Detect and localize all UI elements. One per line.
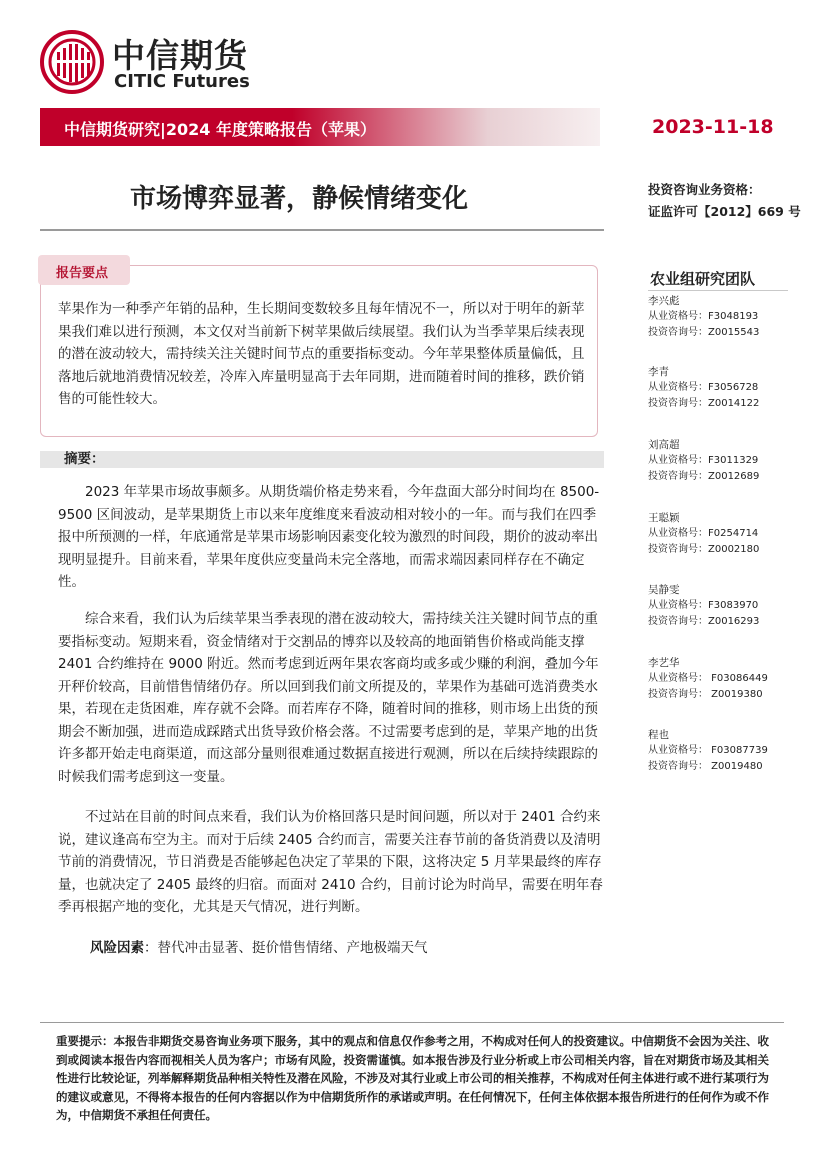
team-member <box>648 364 798 412</box>
member-advisory-id: 投资咨询号：Z0016293 <box>648 616 760 627</box>
member-practice-id: 从业资格号： F03087739 <box>648 745 768 756</box>
member-practice-id: 从业资格号：F0254714 <box>648 528 759 539</box>
member-advisory-id: 投资咨询号：Z0014122 <box>648 398 760 409</box>
risk-factors <box>90 936 428 956</box>
report-series-title: 中信期货研究|2024 年度策略报告（苹果） <box>64 120 376 139</box>
highlights-text: 苹果作为一种季产年销的品种，生长期间变数较多且每年情况不一，所以对于明年的新苹果我们难以进行预测，本文仅对当前新下树苹果做后续展望。我们认为当季苹果后续表现的潜在波动较大，需持续关注关键时间节点的重要指标变动。今年苹果整体质量偏低，且落地后就地消费情况较差，冷库入库量明显高于去年同期，进而随着时间的推移，跌价销售的可能性较大。 <box>58 301 585 407</box>
summary-header-bar <box>40 451 604 468</box>
team-title: 农业组研究团队 <box>650 270 756 288</box>
member-name: 李兴彪 <box>648 295 680 307</box>
member-advisory-id: 投资咨询号：Z0002180 <box>648 544 760 555</box>
member-name: 刘高超 <box>648 439 680 451</box>
member-name: 程也 <box>648 729 669 741</box>
title-divider <box>40 229 604 231</box>
credential-line-2: 证监许可【2012】669 号 <box>648 204 801 219</box>
team-member <box>648 293 798 341</box>
summary-paragraph: 综合来看，我们认为后续苹果当季表现的潜在波动较大，需持续关注关键时间节点的重要指标变动。短期来看，资金情绪对于交割品的博弈以及较高的地面销售价格或尚能支撑 2401 合约维持在 9000 附近。然而考虑到近两年果农客商均或多或少赚的利润，叠加今年开秤价较高，目前惜售情绪仍存。所以回到我们前文所提及的，苹果作为基础可选消费类水果，若现在走货困难，库存就不会降。而若库存不降，随着时间的推移，则市场上出货的预期会不断加强，进而造成踩踏式出货导致价格会落。不过需要考虑到的是，苹果产地的出货许多都开始走电商渠道，而这部分量则很难通过数据直接进行观测，所以在后续持续跟踪的时候我们需考虑到这一变量。 <box>58 611 599 785</box>
report-date: 2023-11-18 <box>652 116 774 138</box>
citic-logo-icon <box>40 30 104 94</box>
member-name: 李青 <box>648 366 669 378</box>
summary-label: 摘要： <box>64 451 105 467</box>
member-practice-id: 从业资格号：F3048193 <box>648 311 759 322</box>
risk-label: 风险因素 <box>90 940 144 956</box>
summary-paragraph: 2023 年苹果市场故事颇多。从期货端价格走势来看，今年盘面大部分时间均在 8500-9500 区间波动，是苹果期货上市以来年度维度来看波动相对较小的一年。而与我们在四季报中所预测的一样，年底通常是苹果市场影响因素变化较为激烈的时间段，期价的波动率出现明显提升。目前来看，苹果年度供应变量尚未完全落地，而需求端因素同样存在不确定性。 <box>58 484 600 590</box>
highlights-label: 报告要点 <box>56 266 109 281</box>
team-member <box>648 437 798 485</box>
member-advisory-id: 投资咨询号：Z0015543 <box>648 327 760 338</box>
member-advisory-id: 投资咨询号： Z0019480 <box>648 761 763 772</box>
member-name: 王聪颖 <box>648 512 680 524</box>
summary-paragraph: 不过站在目前的时间点来看，我们认为价格回落只是时间问题，所以对于 2401 合约来说，建议逢高布空为主。而对于后续 2405 合约而言，需要关注春节前的备货消费以及清明节前的消费情况，节日消费是否能够起色决定了苹果的下限，这将决定 5 月苹果最终的库存量，也就决定了 2405 最终的归宿。而面对 2410 合约，目前讨论为时尚早，需要在明年春季再根据产地的变化，尤其是天气情况，进行判断。 <box>58 809 603 915</box>
page-title: 市场博弈显著，静候情绪变化 <box>130 184 469 214</box>
team-member <box>648 510 798 558</box>
team-divider <box>648 290 788 291</box>
team-member <box>648 582 798 630</box>
disclaimer-divider <box>40 1022 784 1023</box>
member-practice-id: 从业资格号： F03086449 <box>648 673 768 684</box>
credential-line-1: 投资咨询业务资格： <box>648 182 761 197</box>
member-practice-id: 从业资格号：F3056728 <box>648 382 759 393</box>
member-name: 李艺华 <box>648 657 680 669</box>
member-advisory-id: 投资咨询号： Z0019380 <box>648 689 763 700</box>
brand-name-en: CITIC Futures <box>114 71 250 92</box>
disclaimer-text: 重要提示：本报告非期货交易咨询业务项下服务，其中的观点和信息仅作参考之用，不构成对任何人的投资建议。中信期货不会因为关注、收到或阅读本报告内容而视相关人员为客户；市场有风险，投资需谨慎。如本报告涉及行业分析或上市公司相关内容，旨在对期货市场及其相关性进行比较论证，列举解释期货品种相关特性及潜在风险，不涉及对其行业或上市公司的相关推荐，不构成对任何主体进行或不进行某项行为的建议或意见，不得将本报告的任何内容据以作为中信期货所作的承诺或声明。在任何情况下，任何主体依据本报告所进行的任何作为或不作为，中信期货不承担任何责任。 <box>56 1034 769 1122</box>
member-name: 吴静雯 <box>648 584 680 596</box>
member-advisory-id: 投资咨询号：Z0012689 <box>648 471 760 482</box>
risk-text: ：替代冲击显著、挺价惜售情绪、产地极端天气 <box>144 940 428 956</box>
team-member <box>648 655 798 703</box>
brand-name-cn: 中信期货 <box>112 36 248 75</box>
member-practice-id: 从业资格号：F3011329 <box>648 455 759 466</box>
team-member <box>648 727 798 775</box>
member-practice-id: 从业资格号：F3083970 <box>648 600 759 611</box>
